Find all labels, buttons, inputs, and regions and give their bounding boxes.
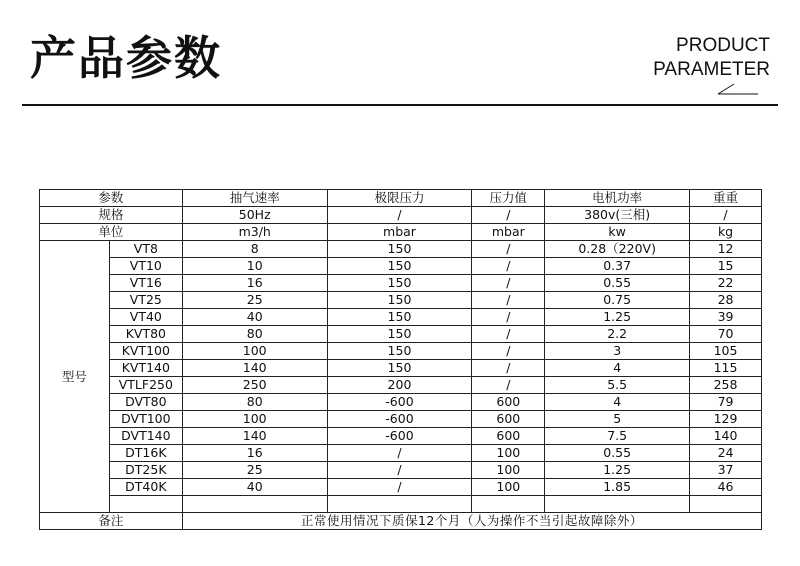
remark-row <box>40 513 762 530</box>
table-row <box>40 496 762 513</box>
spec-row-cell: 50Hz <box>182 207 327 224</box>
table-cell: 80 <box>182 326 327 343</box>
table-row <box>40 309 762 326</box>
table-cell <box>545 496 690 513</box>
table-cell: 12 <box>690 241 762 258</box>
table-cell <box>690 496 762 513</box>
table-cell: 129 <box>690 411 762 428</box>
table-cell: VT8 <box>109 241 182 258</box>
table-row <box>40 411 762 428</box>
table-cell: 4 <box>545 360 690 377</box>
table-cell: 0.75 <box>545 292 690 309</box>
table-cell: VT16 <box>109 275 182 292</box>
table-cell: 150 <box>327 326 472 343</box>
remark-text: 正常使用情况下质保12个月（人为操作不当引起故障除外） <box>182 513 761 530</box>
table-cell: 100 <box>472 462 545 479</box>
table-cell: 5.5 <box>545 377 690 394</box>
table-cell: 600 <box>472 394 545 411</box>
table-row <box>40 326 762 343</box>
table-cell <box>182 496 327 513</box>
page-title-english <box>653 34 770 82</box>
table-cell: / <box>472 343 545 360</box>
table-cell: 100 <box>472 445 545 462</box>
table-cell: / <box>327 462 472 479</box>
table-cell: KVT100 <box>109 343 182 360</box>
table-cell: 150 <box>327 360 472 377</box>
page-title: 产品参数 <box>30 31 222 85</box>
table-row <box>40 275 762 292</box>
table-cell: 150 <box>327 309 472 326</box>
table-row <box>40 258 762 275</box>
table-cell: 140 <box>690 428 762 445</box>
table-cell: 80 <box>182 394 327 411</box>
table-cell: -600 <box>327 394 472 411</box>
table-cell: 1.85 <box>545 479 690 496</box>
table-cell: DT25K <box>109 462 182 479</box>
table-cell: / <box>472 377 545 394</box>
table-cell: 250 <box>182 377 327 394</box>
table-row <box>40 360 762 377</box>
table-cell: 1.25 <box>545 309 690 326</box>
table-cell: 40 <box>182 309 327 326</box>
table-cell <box>327 496 472 513</box>
table-cell: / <box>472 275 545 292</box>
table-cell: DVT140 <box>109 428 182 445</box>
table-cell: DVT80 <box>109 394 182 411</box>
unit-row-cell: kg <box>690 224 762 241</box>
table-row <box>40 343 762 360</box>
table-cell: DT16K <box>109 445 182 462</box>
table-cell: 39 <box>690 309 762 326</box>
spec-row-cell: / <box>690 207 762 224</box>
table-cell: 40 <box>182 479 327 496</box>
table-cell: 115 <box>690 360 762 377</box>
table-cell: 25 <box>182 292 327 309</box>
model-label: 型号 <box>40 241 110 513</box>
spec-row-cell: 规格 <box>40 207 183 224</box>
table-cell: / <box>472 360 545 377</box>
table-cell: 100 <box>472 479 545 496</box>
table-cell: 3 <box>545 343 690 360</box>
table-cell: / <box>327 479 472 496</box>
header-row-cell: 极限压力 <box>327 190 472 207</box>
spec-row <box>40 207 762 224</box>
table-cell <box>109 496 182 513</box>
table-cell: 5 <box>545 411 690 428</box>
table-cell: 200 <box>327 377 472 394</box>
spec-row-cell: / <box>472 207 545 224</box>
table-cell: VT10 <box>109 258 182 275</box>
unit-row-cell: mbar <box>327 224 472 241</box>
table-cell: 25 <box>182 462 327 479</box>
table-cell: / <box>472 241 545 258</box>
table-cell: 70 <box>690 326 762 343</box>
table-cell: / <box>327 445 472 462</box>
unit-row <box>40 224 762 241</box>
table-cell: 600 <box>472 411 545 428</box>
table-cell: / <box>472 292 545 309</box>
table-row <box>40 377 762 394</box>
table-row <box>40 394 762 411</box>
table-row <box>40 241 762 258</box>
table-cell: DVT100 <box>109 411 182 428</box>
table-row <box>40 445 762 462</box>
table-cell: 150 <box>327 258 472 275</box>
spec-row-cell: / <box>327 207 472 224</box>
table-cell: -600 <box>327 411 472 428</box>
table-cell: / <box>472 326 545 343</box>
table-cell: DT40K <box>109 479 182 496</box>
table-cell: 150 <box>327 275 472 292</box>
table-cell: 140 <box>182 428 327 445</box>
header-row-cell: 电机功率 <box>545 190 690 207</box>
table-cell: 0.37 <box>545 258 690 275</box>
header-row-cell: 重重 <box>690 190 762 207</box>
table-cell: 100 <box>182 343 327 360</box>
table-cell: 1.25 <box>545 462 690 479</box>
table-cell: 150 <box>327 241 472 258</box>
table-cell: 258 <box>690 377 762 394</box>
table-cell: 105 <box>690 343 762 360</box>
table-cell: 8 <box>182 241 327 258</box>
header-divider <box>22 104 778 106</box>
table-cell: 140 <box>182 360 327 377</box>
table-cell: VTLF250 <box>109 377 182 394</box>
table-cell: 2.2 <box>545 326 690 343</box>
table-cell: 150 <box>327 292 472 309</box>
table-cell: 15 <box>690 258 762 275</box>
table-cell: KVT140 <box>109 360 182 377</box>
table-cell: 22 <box>690 275 762 292</box>
header-row-cell: 抽气速率 <box>182 190 327 207</box>
unit-row-cell: kw <box>545 224 690 241</box>
table-cell: 16 <box>182 445 327 462</box>
table-cell: 150 <box>327 343 472 360</box>
table-cell: 24 <box>690 445 762 462</box>
spec-row-cell: 380v(三相) <box>545 207 690 224</box>
table-cell <box>472 496 545 513</box>
unit-row-cell: mbar <box>472 224 545 241</box>
header-row <box>40 190 762 207</box>
table-cell: 16 <box>182 275 327 292</box>
table-cell: 0.55 <box>545 275 690 292</box>
title-en-line2: PARAMETER <box>653 59 770 80</box>
table-row <box>40 479 762 496</box>
table-row <box>40 428 762 445</box>
table-cell: 79 <box>690 394 762 411</box>
table-cell: 46 <box>690 479 762 496</box>
table-cell: 0.55 <box>545 445 690 462</box>
table-cell: 7.5 <box>545 428 690 445</box>
table-cell: 4 <box>545 394 690 411</box>
decorative-slash-icon <box>716 82 760 96</box>
unit-row-cell: m3/h <box>182 224 327 241</box>
table-cell: 0.28（220V) <box>545 241 690 258</box>
remark-label: 备注 <box>40 513 183 530</box>
table-cell: / <box>472 258 545 275</box>
table-cell: / <box>472 309 545 326</box>
table-cell: 10 <box>182 258 327 275</box>
table-cell: 37 <box>690 462 762 479</box>
header-row-cell: 压力值 <box>472 190 545 207</box>
table-row <box>40 292 762 309</box>
header-row-cell: 参数 <box>40 190 183 207</box>
table-cell: VT40 <box>109 309 182 326</box>
product-parameter-table <box>39 189 762 530</box>
unit-row-cell: 单位 <box>40 224 183 241</box>
table-cell: KVT80 <box>109 326 182 343</box>
title-en-line1: PRODUCT <box>676 35 770 56</box>
table-cell: VT25 <box>109 292 182 309</box>
table-cell: 28 <box>690 292 762 309</box>
table-cell: 600 <box>472 428 545 445</box>
table-cell: 100 <box>182 411 327 428</box>
table-row <box>40 462 762 479</box>
table-cell: -600 <box>327 428 472 445</box>
